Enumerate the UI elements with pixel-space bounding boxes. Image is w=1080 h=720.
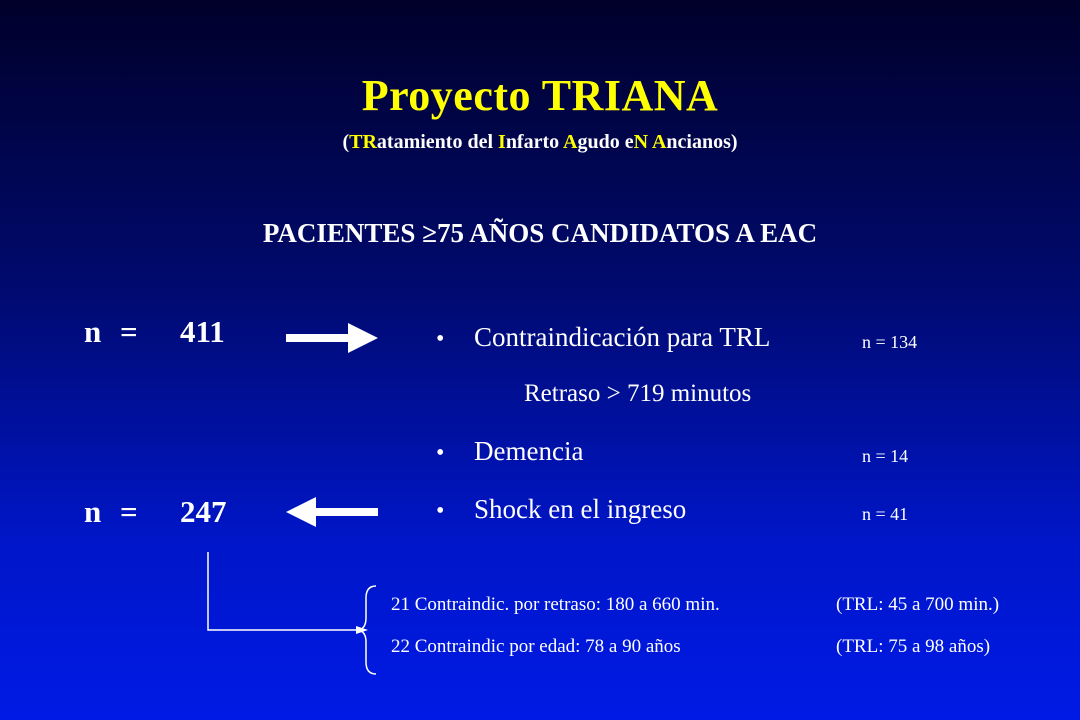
item-count: n = 14 [862, 446, 909, 466]
subtitle-part: atamiento del [376, 131, 499, 153]
note-right: (TRL: 45 a 700 min.) [836, 594, 1000, 615]
equals-sign: = [120, 494, 138, 529]
acronym-letter-i: I [498, 131, 506, 153]
greater-equal-symbol: ≥ [422, 218, 438, 248]
bullet-icon: • [436, 498, 445, 524]
item-text: Contraindicación para TRL [474, 322, 771, 352]
note-left: 21 Contraindic. por retraso: 180 a 660 min. [391, 594, 720, 615]
slide-subtitle [0, 131, 1080, 154]
n-value: 411 [180, 314, 225, 349]
acronym-letter-a2: A [651, 131, 667, 153]
connector-arrow-icon [200, 548, 372, 640]
acronym-letter-tr: TR [349, 131, 377, 153]
slide-title: Proyecto TRIANA [361, 71, 719, 120]
item-text: Demencia [474, 436, 584, 466]
section-heading [0, 218, 1080, 249]
note-left: 22 Contraindic por edad: 78 a 90 años [391, 636, 681, 657]
subtitle-part: ncianos) [666, 131, 738, 153]
subtitle-part: gudo e [577, 131, 634, 153]
note-right: (TRL: 75 a 98 años) [836, 636, 991, 657]
n-label: n [84, 494, 102, 529]
heading-prefix: PACIENTES [262, 218, 423, 248]
item-text: Shock en el ingreso [474, 494, 687, 524]
bullet-icon: • [436, 440, 445, 466]
left-arrow-icon [286, 494, 378, 530]
n-value: 247 [180, 494, 227, 529]
item-count: n = 134 [862, 332, 918, 352]
bullet-icon: • [436, 326, 445, 352]
equals-sign: = [120, 314, 138, 349]
n-label: n [84, 314, 102, 349]
acronym-letter-n: N [633, 131, 649, 153]
subtitle-part: nfarto [505, 131, 564, 153]
heading-suffix: 75 AÑOS CANDIDATOS A EAC [437, 218, 818, 248]
brace-icon [356, 584, 386, 676]
subtitle-open: ( [342, 131, 350, 153]
right-arrow-icon [286, 320, 378, 356]
sub-item-text: Retraso > 719 minutos [524, 380, 752, 407]
item-count: n = 41 [862, 504, 909, 524]
acronym-letter-a: A [563, 131, 578, 153]
